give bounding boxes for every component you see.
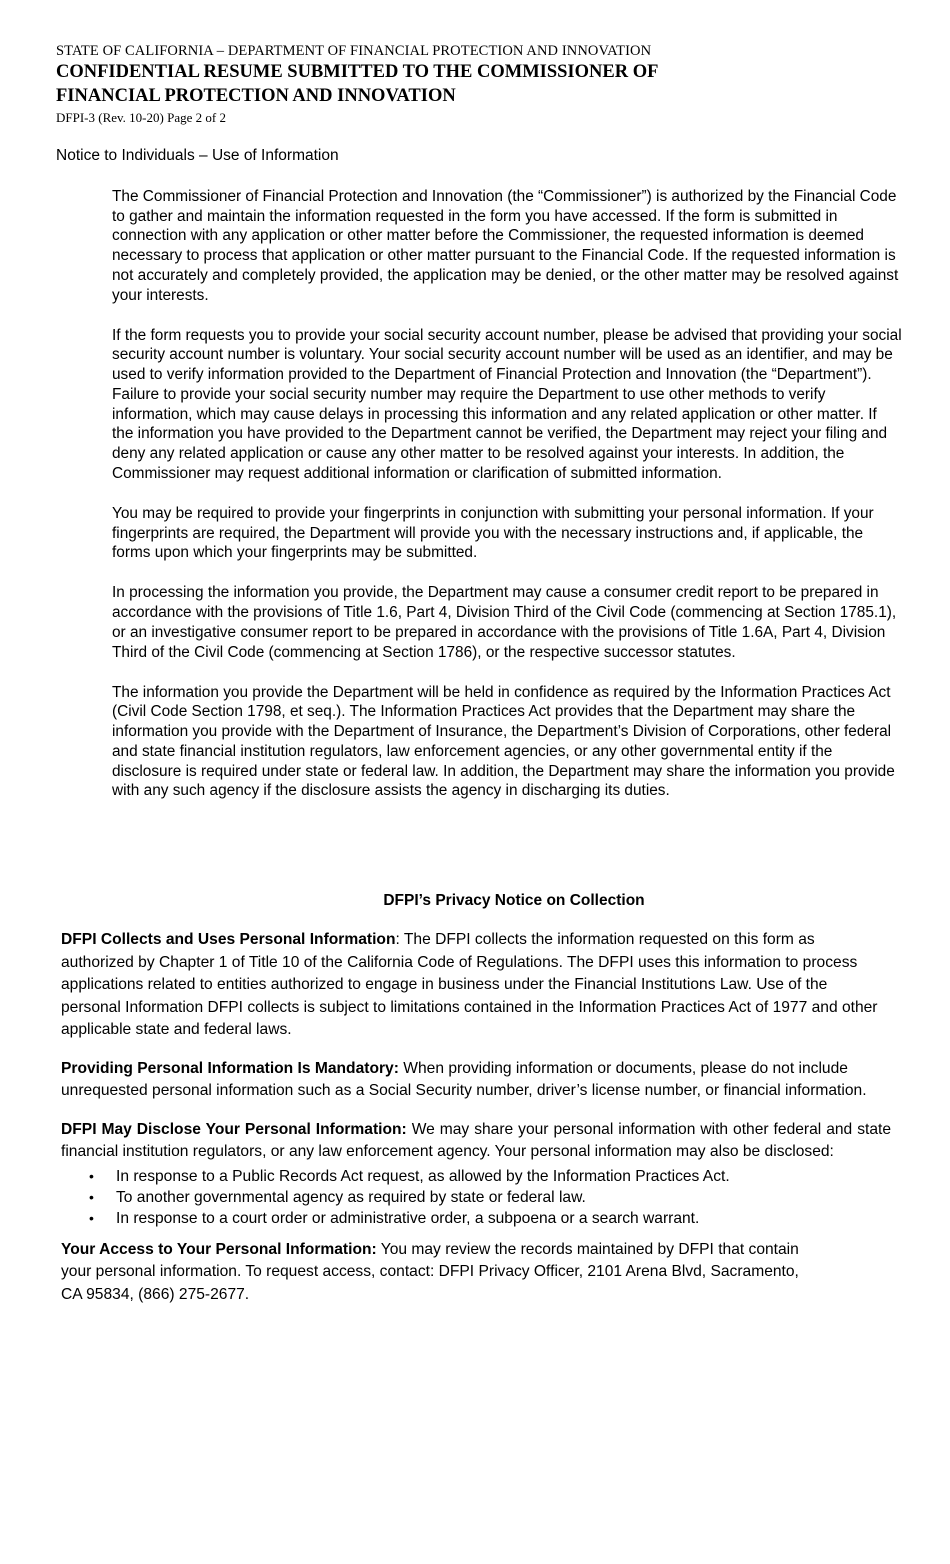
notice-paragraph-fingerprints: You may be required to provide your fingerprints in conjunction with submitting your personal information. If your fingerprints are required, the Department will provide you with the necessary instructions and, if applicable, the forms upon which your fingerprints may be submitted. xyxy=(112,504,874,562)
list-item xyxy=(89,1187,891,1208)
notice-paragraph-ssn: If the form requests you to provide your social security account number, please be advised that providing your social security account number is voluntary. Your social security account number will be used as an identifier, and may be used to verify information provided to the Department of Financial Protection and Innovation (the “Department”). Failure to provide your social security number may require the Department to use other methods to verify information, which may cause delays in processing this information and any related application or other matter. If the information you have provided to the Department cannot be verified, the Department may reject your filing and deny any related application or cause any other matter to be resolved against your interests. In addition, the Commissioner may request additional information or clarification of submitted information. xyxy=(112,326,902,482)
bullet-icon: • xyxy=(89,1209,94,1226)
list-item xyxy=(89,1166,891,1187)
privacy-disclose-section xyxy=(61,1119,891,1164)
privacy-collects-section xyxy=(61,929,891,1042)
bullet-icon: • xyxy=(89,1167,94,1184)
privacy-collects-text: : The DFPI collects the information requested on this form as authorized by Chapter 1 of Title 10 of the California Code of Regulations. The DFPI uses this information to process applications related to entities authorized to engage in business under the Financial Institutions Law. Use of the personal Information DFPI collects is subject to limitations contained in the Information Practices Act of 1977 and other applicable state and federal laws. xyxy=(61,931,878,1038)
notice-paragraph-confidentiality: The information you provide the Department will be held in confidence as required by the Information Practices Act (Civil Code Section 1798, et seq.). The Information Practices Act provides that the Department may share the information you provide with the Department of Insurance, the Department’s Division of Corporations, other federal and state financial institution regulators, law enforcement agencies, or any other governmental entity if the disclosure is required under state or federal law. In addition, the Department may share the information you provide with any such agency if the disclosure assists the agency in discharging its duties. xyxy=(112,683,895,800)
privacy-collects-label: DFPI Collects and Uses Personal Information xyxy=(61,931,396,948)
agency-name: STATE OF CALIFORNIA – DEPARTMENT OF FINANCIAL PROTECTION AND INNOVATION xyxy=(56,43,652,59)
privacy-mandatory-section xyxy=(61,1058,891,1103)
form-header xyxy=(56,42,916,126)
privacy-mandatory-label: Providing Personal Information Is Mandatory: xyxy=(61,1059,399,1077)
privacy-access-text: You may review the records maintained by DFPI that contain your personal information. To request access, contact: DFPI Privacy Officer, 2101 Arena Blvd, Sacramento, CA 95834, (866) 275-2677. xyxy=(61,1240,799,1303)
privacy-notice-body xyxy=(61,929,891,1322)
disclosure-item-text: In response to a court order or administrative order, a subpoena or a search warrant. xyxy=(116,1209,700,1227)
form-title-line-2: FINANCIAL PROTECTION AND INNOVATION xyxy=(56,86,456,106)
list-item xyxy=(89,1208,891,1229)
notice-body xyxy=(112,187,902,821)
notice-paragraph-authority: The Commissioner of Financial Protection and Innovation (the “Commissioner”) is authorized by the Financial Code to gather and maintain the information requested in the form you have accessed. If the form is submitted in connection with any application or other matter before the Commissioner, the requested information is deemed necessary to process that application or other matter pursuant to the Financial Code. If the requested information is not accurately and completely provided, the application may be denied, or the other matter may be resolved against your interests. xyxy=(112,188,899,304)
form-id: DFPI-3 (Rev. 10-20) Page 2 of 2 xyxy=(56,110,226,125)
privacy-notice-heading: DFPI’s Privacy Notice on Collection xyxy=(383,892,645,909)
form-title-line-1: CONFIDENTIAL RESUME SUBMITTED TO THE COMMISSIONER OF xyxy=(56,62,659,82)
privacy-disclose-text: We may share your personal information with other federal and state financial institution regulators, or any law enforcement agency. Your personal information may also be disclosed: xyxy=(61,1120,891,1160)
notice-heading: Notice to Individuals – Use of Information xyxy=(56,147,339,164)
privacy-access-label: Your Access to Your Personal Information: xyxy=(61,1240,377,1258)
bullet-icon: • xyxy=(89,1188,94,1205)
privacy-disclose-label: DFPI May Disclose Your Personal Information: xyxy=(61,1120,407,1138)
disclosure-item-text: To another governmental agency as required by state or federal law. xyxy=(116,1188,586,1206)
disclosure-list xyxy=(61,1166,891,1229)
notice-paragraph-credit-report: In processing the information you provide, the Department may cause a consumer credit report to be prepared in accordance with the provisions of Title 1.6, Part 4, Division Third of the Civil Code (commencing at Section 1785.1), or an investigative consumer report to be prepared in accordance with the provisions of Title 1.6A, Part 4, Division Third of the Civil Code (commencing at Section 1786), or the respective successor statutes. xyxy=(112,584,897,661)
privacy-access-section xyxy=(61,1239,821,1307)
disclosure-item-text: In response to a Public Records Act request, as allowed by the Information Practices Act. xyxy=(116,1167,730,1185)
privacy-mandatory-text: When providing information or documents, please do not include unrequested personal information such as a Social Security number, driver’s license number, or financial information. xyxy=(61,1059,867,1099)
